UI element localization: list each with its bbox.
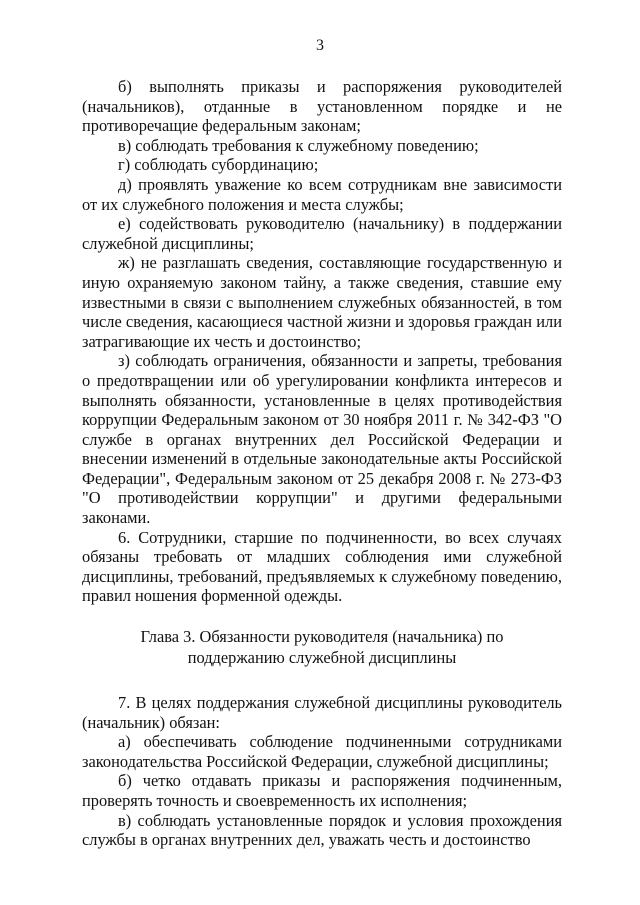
paragraph-g: г) соблюдать субординацию;: [118, 155, 319, 175]
paragraph-zh: ж) не разглашать сведения, составляющие государственную и иную охраняемую законом тайну, а также сведения, ставшие ему известными в связи с выполнением служебных обязанностей, в том числе сведения, касающиеся частной жизни и здоровья граждан или затрагивающие их честь и достоинство;: [82, 253, 562, 351]
paragraph-7a: а) обеспечивать соблюдение подчиненными сотрудниками законодательства Российской Федерации, служебной дисциплины;: [82, 732, 562, 771]
paragraph-7v: в) соблюдать установленные порядок и условия прохождения службы в органах внутренних дел, уважать честь и достоинство: [82, 810, 562, 850]
paragraph-7: 7. В целях поддержания служебной дисциплины руководитель (начальник) обязан:: [82, 693, 562, 732]
paragraph-z: з) соблюдать ограничения, обязанности и запреты, требования о предотвращении или об урегулировании конфликта интересов и выполнять обязанности, установленные в целях противодействия коррупции Федеральным законом от 30 ноября 2011 г. № 342-ФЗ "О службе в органах внутренних дел Российской Федерации и внесении изменений в отдельные законодательные акты Российской Федерации", Федеральным законом от 25 декабря 2008 г. № 273-ФЗ "О противодействии коррупции" и другими федеральными законами.: [82, 351, 562, 528]
paragraph-d: д) проявлять уважение ко всем сотрудникам вне зависимости от их служебного положения и места службы;: [82, 174, 562, 214]
paragraph-b: б) выполнять приказы и распоряжения руководителей (начальников), отданные в установленном порядке и не противоречащие федеральным законам;: [82, 77, 562, 136]
page-number: 3: [316, 37, 324, 54]
chapter-heading-line-2: поддержанию служебной дисциплины: [187, 648, 457, 668]
paragraph-v: в) соблюдать требования к служебному поведению;: [118, 135, 479, 155]
paragraph-6: 6. Сотрудники, старшие по подчиненности, во всех случаях обязаны требовать от младших соблюдения ими служебной дисциплины, требований, предъявляемых к служебному поведению, правил ношения форменной одежды.: [82, 527, 562, 606]
paragraph-7b: б) четко отдавать приказы и распоряжения подчиненным, проверять точность и своевременность их исполнения;: [82, 771, 562, 810]
chapter-heading: [82, 626, 562, 668]
paragraph-e: е) содействовать руководителю (начальнику) в поддержании служебной дисциплины;: [82, 214, 562, 253]
document-body: [82, 77, 562, 850]
chapter-heading-line-1: Глава 3. Обязанности руководителя (начальника) по: [140, 627, 504, 647]
